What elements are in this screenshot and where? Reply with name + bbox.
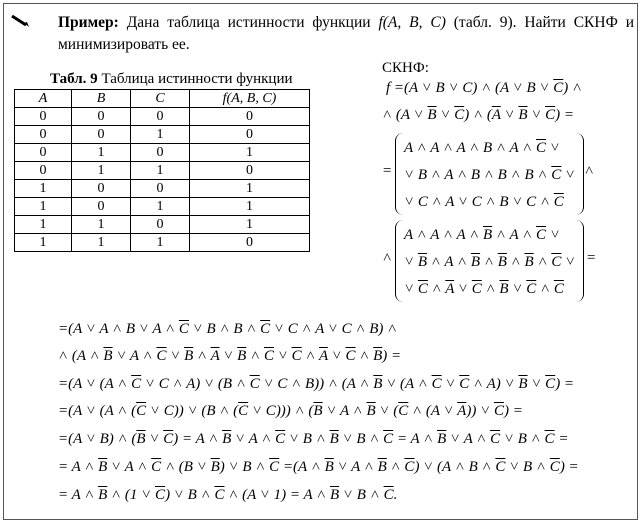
task-label: Пример: <box>58 14 119 31</box>
col-header: A <box>15 90 72 108</box>
table-row <box>15 216 310 234</box>
deriv-line-2: ˄ (A ˄ $\overline{B}$ ˅ A ˄ $\overline{C}$ ˅ $\overline{B}$ ˄ $\overline{A}$ ˅ $\overline{B}$ ˄ $\overline{C}$ ˅ $\overline{C}$ ˄ $\overline{A}$ ˅ $\overline{C}$ ˄ $\overline{B}$) = <box>58 348 402 364</box>
task-statement <box>58 12 634 56</box>
table-cell: 1 <box>72 144 131 162</box>
table-caption-bold: Табл. 9 <box>50 71 98 87</box>
table-cell: 1 <box>131 126 190 144</box>
deriv-line-3: =(A ˅ (A ˄ $\overline{C}$ ˅ C ˄ A) ˅ (B ˄ $\overline{C}$ ˅ C ˄ B)) ˄ (A ˄ $\overline{B}$ ˅ (A ˄ $\overline{C}$ ˅ $\overline{C}$ ˄ A) ˅ $\overline{B}$ ˅ $\overline{C}$) = <box>58 376 575 392</box>
table-caption <box>50 71 293 88</box>
table-cell: 1 <box>131 234 190 252</box>
task-text-1: Дана таблица истинности функции <box>118 14 379 31</box>
deriv-line-6: = A ˄ $\overline{B}$ ˅ A ˄ $\overline{C}$ ˄ (B ˅ $\overline{B}$) ˅ B ˄ $\overline{C} =(A$ ˄ $\overline{B}$ ˅ A ˄ $\overline{B}$ ˄ $\overline{C}$) ˅ (A ˄ B ˄ $\overline{C}$ ˅ B ˄ $\overline{C}$) = <box>58 459 579 475</box>
table-cell: 1 <box>72 234 131 252</box>
table-cell: 0 <box>72 126 131 144</box>
sknf-eq: = <box>382 163 393 179</box>
table-cell: 0 <box>131 216 190 234</box>
table-cell: 0 <box>15 108 72 126</box>
sknf-eq-2: = <box>586 250 597 266</box>
table-cell: 1 <box>131 162 190 180</box>
table-cell: 0 <box>15 162 72 180</box>
table-row <box>15 126 310 144</box>
table-caption-text: Таблица истинности функции <box>97 71 293 87</box>
table-cell: 1 <box>15 216 72 234</box>
deriv-line-5: =(A ˅ B) ˄ ($\overline{B}$ ˅ $\overline{C}) = A$ ˄ $\overline{B}$ ˅ A ˄ $\overline{C}$ ˅ B ˄ $\overline{B}$ ˅ B ˄ $\overline{C} = A$ ˄ $\overline{B}$ ˅ A ˄ $\overline{C}$ ˅ B ˄ $\overline{C}$ = <box>58 431 569 447</box>
table-cell: 0 <box>190 162 310 180</box>
table-cell: 1 <box>72 162 131 180</box>
sknf-line-1: f =(A ˅ B ˅ C) ˄ (A ˅ B ˅ $\overline{C}$) ˄ <box>386 80 583 96</box>
col-header: C <box>131 90 190 108</box>
table-cell: 0 <box>72 108 131 126</box>
table-cell: 0 <box>72 198 131 216</box>
table-cell: 0 <box>131 180 190 198</box>
table-cell: 1 <box>15 198 72 216</box>
truth-table <box>14 89 310 252</box>
table-row <box>15 198 310 216</box>
table-row <box>15 108 310 126</box>
deriv-line-1: =(A ˅ A ˄ B ˅ A ˄ $\overline{C}$ ˅ B ˄ B ˄ $\overline{C}$ ˅ C ˄ A ˅ C ˄ B) ˄ <box>58 321 398 337</box>
task-function: f(A, B, C) <box>378 14 446 31</box>
table-cell: 0 <box>190 126 310 144</box>
table-header-row <box>15 90 310 108</box>
table-row <box>15 180 310 198</box>
table-cell: 1 <box>15 180 72 198</box>
table-cell: 0 <box>190 108 310 126</box>
pencil-icon <box>10 14 30 28</box>
table-cell: 0 <box>72 180 131 198</box>
table-cell: 1 <box>190 144 310 162</box>
table-row <box>15 162 310 180</box>
deriv-line-7: = A ˄ $\overline{B}$ ˄ (1 ˅ $\overline{C}$) ˅ B ˄ $\overline{C}$ ˄ (A ˅ 1) = A ˄ $\overline{B}$ ˅ B ˄ $\overline{C}$. <box>58 487 398 503</box>
table-cell: 0 <box>131 144 190 162</box>
task-text-2: (табл. 9). Найти СКНФ и минимизировать ее. <box>58 14 635 53</box>
table-cell: 0 <box>190 234 310 252</box>
table-row <box>15 234 310 252</box>
sknf-matrix-1: A ˄ A ˄ A ˄ B ˄ A ˄ $\overline{C}$ ˅ ˅ B ˄ A ˄ B ˄ B ˄ B ˄ $\overline{C}$ ˅ ˅ C ˄ A ˅ C ˄ B ˅ C ˄ $\overline{C}$ <box>395 133 584 215</box>
table-cell: 1 <box>72 216 131 234</box>
sknf-and-2: ˄ <box>382 250 393 266</box>
sknf-and-1: ˄ <box>584 163 595 179</box>
table-row <box>15 144 310 162</box>
table-cell: 0 <box>15 144 72 162</box>
table-cell: 0 <box>131 108 190 126</box>
table-cell: 1 <box>15 234 72 252</box>
sknf-label: СКНФ: <box>382 60 429 76</box>
table-cell: 0 <box>15 126 72 144</box>
sknf-line-2: ˄ (A ˅ $\overline{B}$ ˅ $\overline{C}$) ˄ ($\overline{A}$ ˅ $\overline{B}$ ˅ $\overline{C}$) = <box>382 107 575 123</box>
deriv-line-4: =(A ˅ (A ˄ ($\overline{C}$ ˅ C)) ˅ (B ˄ ($\overline{C}$ ˅ C))) ˄ ($\overline{B}$ ˅ A ˄ $\overline{B}$ ˅ ($\overline{C}$ ˄ (A ˅ $\overline{A}$)) ˅ $\overline{C}$) = <box>58 403 523 419</box>
table-cell: 1 <box>190 216 310 234</box>
table-cell: 1 <box>131 198 190 216</box>
col-header: f(A, B, C) <box>190 90 310 108</box>
table-cell: 1 <box>190 180 310 198</box>
col-header: B <box>72 90 131 108</box>
sknf-matrix-2: A ˄ A ˄ A ˄ $\overline{B}$ ˄ A ˄ $\overline{C}$ ˅ ˅ $\overline{B}$ ˄ A ˄ $\overline{B}$ ˄ $\overline{B}$ ˄ $\overline{B}$ ˄ $\overline{C}$ ˅ ˅ $\overline{C}$ ˄ $\overline{A}$ ˅ $\overline{C}$ ˄ $\overline{B}$ ˅ $\overline{C}$ ˄ $\overline{C}$ <box>395 220 584 302</box>
table-cell: 1 <box>190 198 310 216</box>
